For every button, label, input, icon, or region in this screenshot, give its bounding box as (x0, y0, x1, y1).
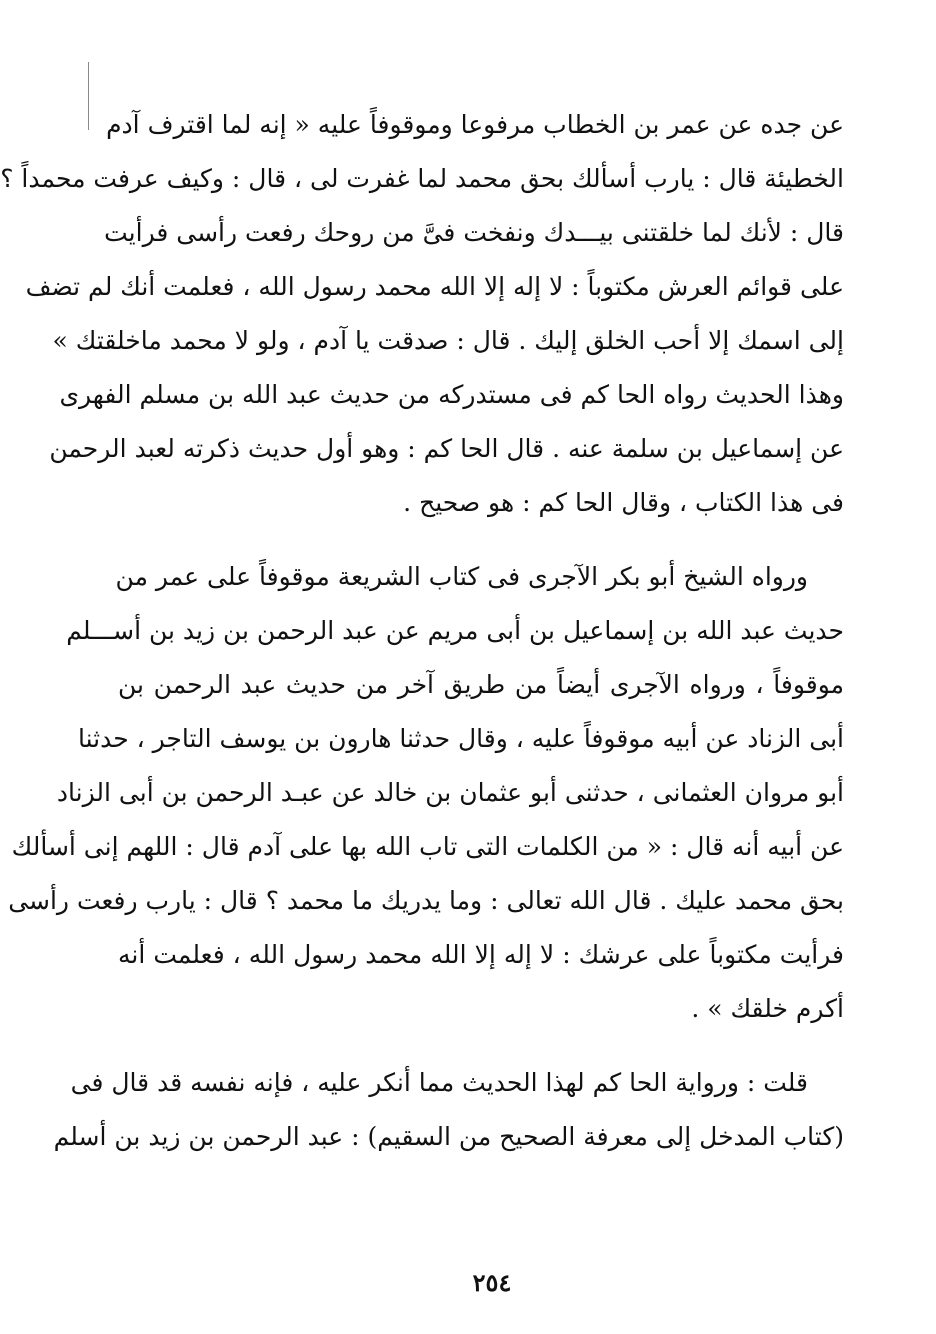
text-line: فى هذا الكتاب ، وقال الحا كم : هو صحيح . (403, 488, 844, 517)
text-line: عن إسماعيل بن سلمة عنه . قال الحا كم : وهو أول حديث ذكرته لعبد الرحمن (49, 434, 844, 463)
text-line: ورواه الشيخ أبو بكر الآجرى فى كتاب الشريعة موقوفاً على عمر من (115, 562, 808, 591)
text-line: على قوائم العرش مكتوباً : لا إله إلا الله محمد رسول الله ، فعلمت أنك لم تضف (25, 272, 844, 301)
text-line: (كتاب المدخل إلى معرفة الصحيح من السقيم) : عبد الرحمن بن زيد بن أسلم (53, 1122, 844, 1151)
text-line: عن جده عن عمر بن الخطاب مرفوعا وموقوفاً عليه « إنه لما اقترف آدم (106, 110, 844, 139)
margin-rule (88, 62, 89, 130)
paragraph-3 (53, 1056, 844, 1164)
paragraph-1 (0, 98, 844, 530)
text-line: وهذا الحديث رواه الحا كم فى مستدركه من حديث عبد الله بن مسلم الفهرى (59, 380, 844, 409)
text-block (0, 98, 844, 1164)
text-line: إلى اسمك إلا أحب الخلق إليك . قال : صدقت يا آدم ، ولو لا محمد ماخلقتك » (52, 326, 844, 355)
text-line: أبى الزناد عن أبيه موقوفاً عليه ، وقال حدثنا هارون بن يوسف التاجر ، حدثنا (77, 724, 844, 753)
text-line: قال : لأنك لما خلقتنى بيـــدك ونفخت فىَّ من روحك رفعت رأسى فرأيت (104, 218, 844, 247)
text-line: قلت : ورواية الحا كم لهذا الحديث مما أنكر عليه ، فإنه نفسه قد قال فى (70, 1068, 808, 1097)
text-line: عن أبيه أنه قال : « من الكلمات التى تاب الله بها على آدم قال : اللهم إنى أسألك (11, 832, 844, 861)
text-line: أبو مروان العثمانى ، حدثنى أبو عثمان بن خالد عن عبـد الرحمن بن أبى الزناد (56, 778, 844, 807)
page-number: ٢٥٤ (472, 1268, 512, 1297)
text-line: بحق محمد عليك . قال الله تعالى : وما يدريك ما محمد ؟ قال : يارب رفعت رأسى (8, 886, 844, 915)
text-line: الخطيئة قال : يارب أسألك بحق محمد لما غفرت لى ، قال : وكيف عرفت محمداً ؟ (0, 164, 844, 193)
text-line: أكرم خلقك » . (691, 994, 844, 1023)
paragraph-2 (8, 550, 844, 1036)
text-line: فرأيت مكتوباً على عرشك : لا إله إلا الله محمد رسول الله ، فعلمت أنه (118, 940, 844, 969)
text-line: حديث عبد الله بن إسماعيل بن أبى مريم عن عبد الرحمن بن زيد بن أســـلم (66, 616, 844, 645)
text-line: موقوفاً ، ورواه الآجرى أيضاً من طريق آخر من حديث عبد الرحمن بن (118, 670, 844, 699)
